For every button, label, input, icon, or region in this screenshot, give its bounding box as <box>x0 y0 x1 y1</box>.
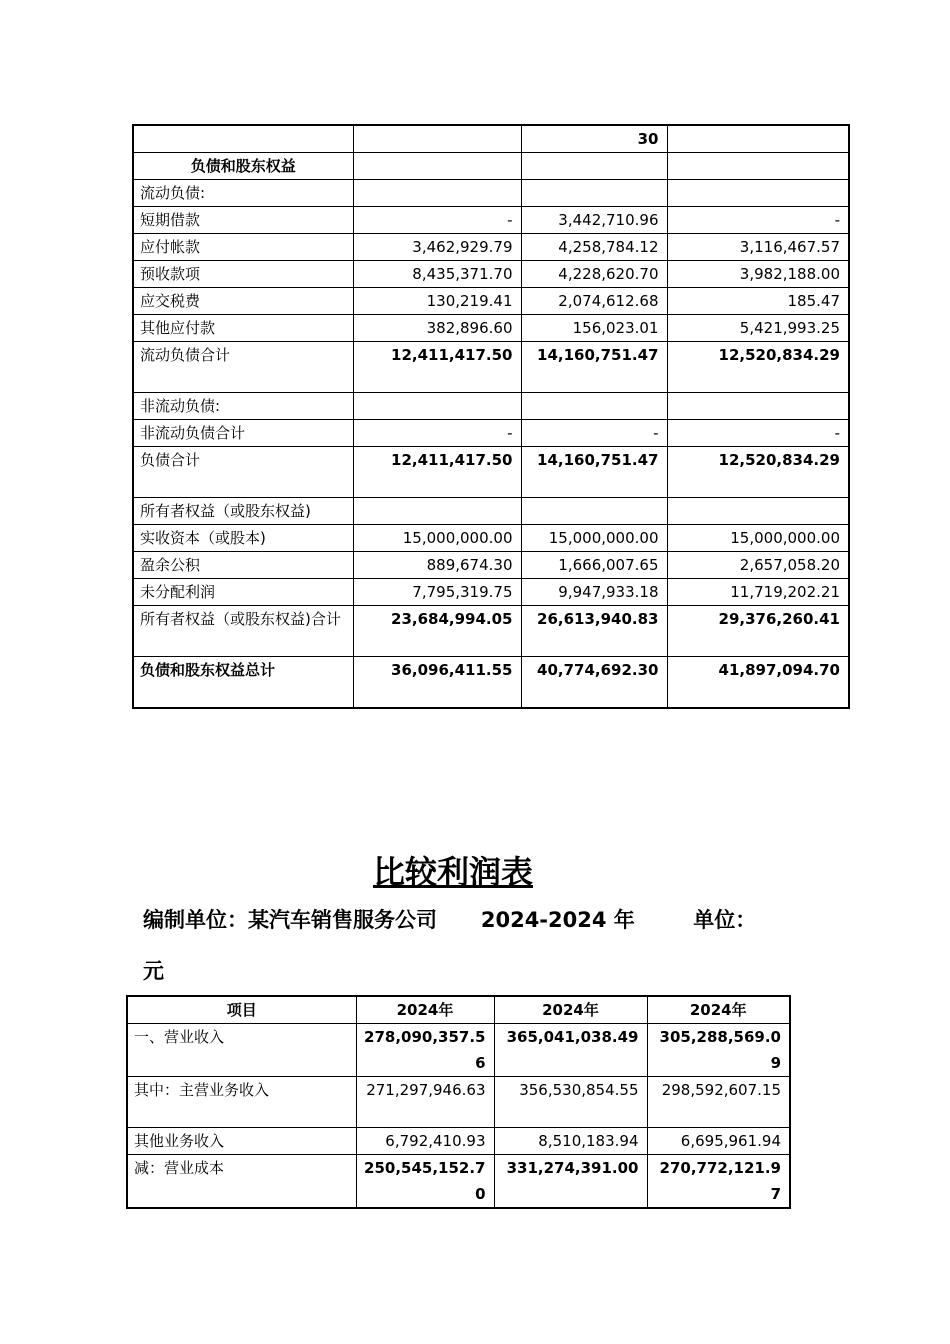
value-cell-3: - <box>667 207 849 234</box>
value-cell-1: 12,411,417.50 <box>353 447 521 498</box>
row-label: 短期借款 <box>133 207 353 234</box>
value-cell-3: 5,421,993.25 <box>667 315 849 342</box>
value-cell-3: 305,288,569.09 <box>647 1024 790 1077</box>
value-cell-1: 12,411,417.50 <box>353 342 521 393</box>
row-label: 一、营业收入 <box>127 1024 356 1077</box>
value-cell-3: 11,719,202.21 <box>667 579 849 606</box>
value-cell-1: 271,297,946.63 <box>356 1077 494 1128</box>
value-cell-2: 1,666,007.65 <box>521 552 667 579</box>
table-row <box>133 393 849 420</box>
value-cell-1: - <box>353 207 521 234</box>
row-label: 其他业务收入 <box>127 1128 356 1155</box>
value-cell-1: 130,219.41 <box>353 288 521 315</box>
value-cell-3 <box>667 393 849 420</box>
value-cell-3: 3,982,188.00 <box>667 261 849 288</box>
row-label: 流动负债合计 <box>133 342 353 393</box>
value-cell-2: 365,041,038.49 <box>494 1024 647 1077</box>
value-cell-1: - <box>353 420 521 447</box>
row-label: 所有者权益（或股东权益)合计 <box>133 606 353 657</box>
income-statement-body <box>127 1024 790 1209</box>
value-cell-1 <box>353 393 521 420</box>
table-row <box>133 261 849 288</box>
row-label <box>133 125 353 153</box>
value-cell-2: - <box>521 420 667 447</box>
row-label: 实收资本（或股本) <box>133 525 353 552</box>
table-row <box>133 207 849 234</box>
value-cell-3 <box>667 180 849 207</box>
value-cell-2 <box>521 393 667 420</box>
table-row <box>133 125 849 153</box>
value-cell-3: 15,000,000.00 <box>667 525 849 552</box>
header-year-1: 2024年 <box>356 996 494 1024</box>
row-label: 非流动负债合计 <box>133 420 353 447</box>
row-label: 其中：主营业务收入 <box>127 1077 356 1128</box>
table-row <box>133 153 849 180</box>
value-cell-1 <box>353 153 521 180</box>
table-row <box>127 1128 790 1155</box>
balance-sheet-table <box>132 124 850 709</box>
income-statement-subtitle: 编制单位：某汽车销售服务公司 2024-2024 年 单位： <box>143 908 757 932</box>
value-cell-2: 9,947,933.18 <box>521 579 667 606</box>
row-label: 未分配利润 <box>133 579 353 606</box>
table-row <box>133 447 849 498</box>
value-cell-1: 3,462,929.79 <box>353 234 521 261</box>
table-row <box>133 498 849 525</box>
table-row <box>133 342 849 393</box>
table-row <box>133 606 849 657</box>
table-row <box>133 657 849 709</box>
row-label: 负债和股东权益 <box>133 153 353 180</box>
value-cell-2: 14,160,751.47 <box>521 342 667 393</box>
header-year-2: 2024年 <box>494 996 647 1024</box>
value-cell-1: 382,896.60 <box>353 315 521 342</box>
value-cell-3 <box>667 498 849 525</box>
value-cell-3: 3,116,467.57 <box>667 234 849 261</box>
row-label: 流动负债: <box>133 180 353 207</box>
value-cell-3 <box>667 125 849 153</box>
value-cell-1: 23,684,994.05 <box>353 606 521 657</box>
value-cell-2: 331,274,391.00 <box>494 1155 647 1209</box>
table-row <box>127 1024 790 1077</box>
value-cell-2: 3,442,710.96 <box>521 207 667 234</box>
value-cell-1 <box>353 125 521 153</box>
row-label: 盈余公积 <box>133 552 353 579</box>
value-cell-3: 12,520,834.29 <box>667 447 849 498</box>
value-cell-2 <box>521 498 667 525</box>
row-label: 其他应付款 <box>133 315 353 342</box>
value-cell-2: 14,160,751.47 <box>521 447 667 498</box>
row-label: 应交税费 <box>133 288 353 315</box>
value-cell-1: 6,792,410.93 <box>356 1128 494 1155</box>
table-row <box>133 579 849 606</box>
value-cell-2: 8,510,183.94 <box>494 1128 647 1155</box>
value-cell-1: 278,090,357.56 <box>356 1024 494 1077</box>
value-cell-2: 356,530,854.55 <box>494 1077 647 1128</box>
value-cell-3: 12,520,834.29 <box>667 342 849 393</box>
table-row <box>133 315 849 342</box>
table-row <box>133 420 849 447</box>
value-cell-3: 298,592,607.15 <box>647 1077 790 1128</box>
value-cell-2: 40,774,692.30 <box>521 657 667 709</box>
value-cell-2: 15,000,000.00 <box>521 525 667 552</box>
value-cell-3: 270,772,121.97 <box>647 1155 790 1209</box>
value-cell-2: 2,074,612.68 <box>521 288 667 315</box>
value-cell-3: 2,657,058.20 <box>667 552 849 579</box>
income-statement-table <box>126 995 791 1209</box>
value-cell-1 <box>353 180 521 207</box>
value-cell-1: 8,435,371.70 <box>353 261 521 288</box>
value-cell-2: 4,258,784.12 <box>521 234 667 261</box>
value-cell-1: 889,674.30 <box>353 552 521 579</box>
income-statement-title: 比较利润表 <box>372 853 533 891</box>
table-row <box>127 1077 790 1128</box>
table-row <box>133 288 849 315</box>
value-cell-3: 185.47 <box>667 288 849 315</box>
row-label: 应付帐款 <box>133 234 353 261</box>
row-label: 负债和股东权益总计 <box>133 657 353 709</box>
value-cell-3: 29,376,260.41 <box>667 606 849 657</box>
header-item: 项目 <box>127 996 356 1024</box>
value-cell-1: 15,000,000.00 <box>353 525 521 552</box>
value-cell-3: 6,695,961.94 <box>647 1128 790 1155</box>
row-label: 非流动负债: <box>133 393 353 420</box>
table-row <box>133 552 849 579</box>
income-statement-subtitle-unit: 元 <box>143 959 164 983</box>
value-cell-2: 30 <box>521 125 667 153</box>
value-cell-1: 7,795,319.75 <box>353 579 521 606</box>
table-row <box>133 180 849 207</box>
value-cell-1 <box>353 498 521 525</box>
value-cell-2: 4,228,620.70 <box>521 261 667 288</box>
income-statement-header-row <box>127 996 790 1024</box>
row-label: 所有者权益（或股东权益) <box>133 498 353 525</box>
value-cell-1: 250,545,152.70 <box>356 1155 494 1209</box>
row-label: 减：营业成本 <box>127 1155 356 1209</box>
balance-sheet-body <box>133 125 849 708</box>
table-row <box>133 234 849 261</box>
table-row <box>133 525 849 552</box>
row-label: 负债合计 <box>133 447 353 498</box>
table-row <box>127 1155 790 1209</box>
value-cell-1: 36,096,411.55 <box>353 657 521 709</box>
value-cell-3 <box>667 153 849 180</box>
value-cell-3: - <box>667 420 849 447</box>
row-label: 预收款项 <box>133 261 353 288</box>
value-cell-3: 41,897,094.70 <box>667 657 849 709</box>
value-cell-2 <box>521 180 667 207</box>
header-year-3: 2024年 <box>647 996 790 1024</box>
value-cell-2: 156,023.01 <box>521 315 667 342</box>
value-cell-2 <box>521 153 667 180</box>
value-cell-2: 26,613,940.83 <box>521 606 667 657</box>
